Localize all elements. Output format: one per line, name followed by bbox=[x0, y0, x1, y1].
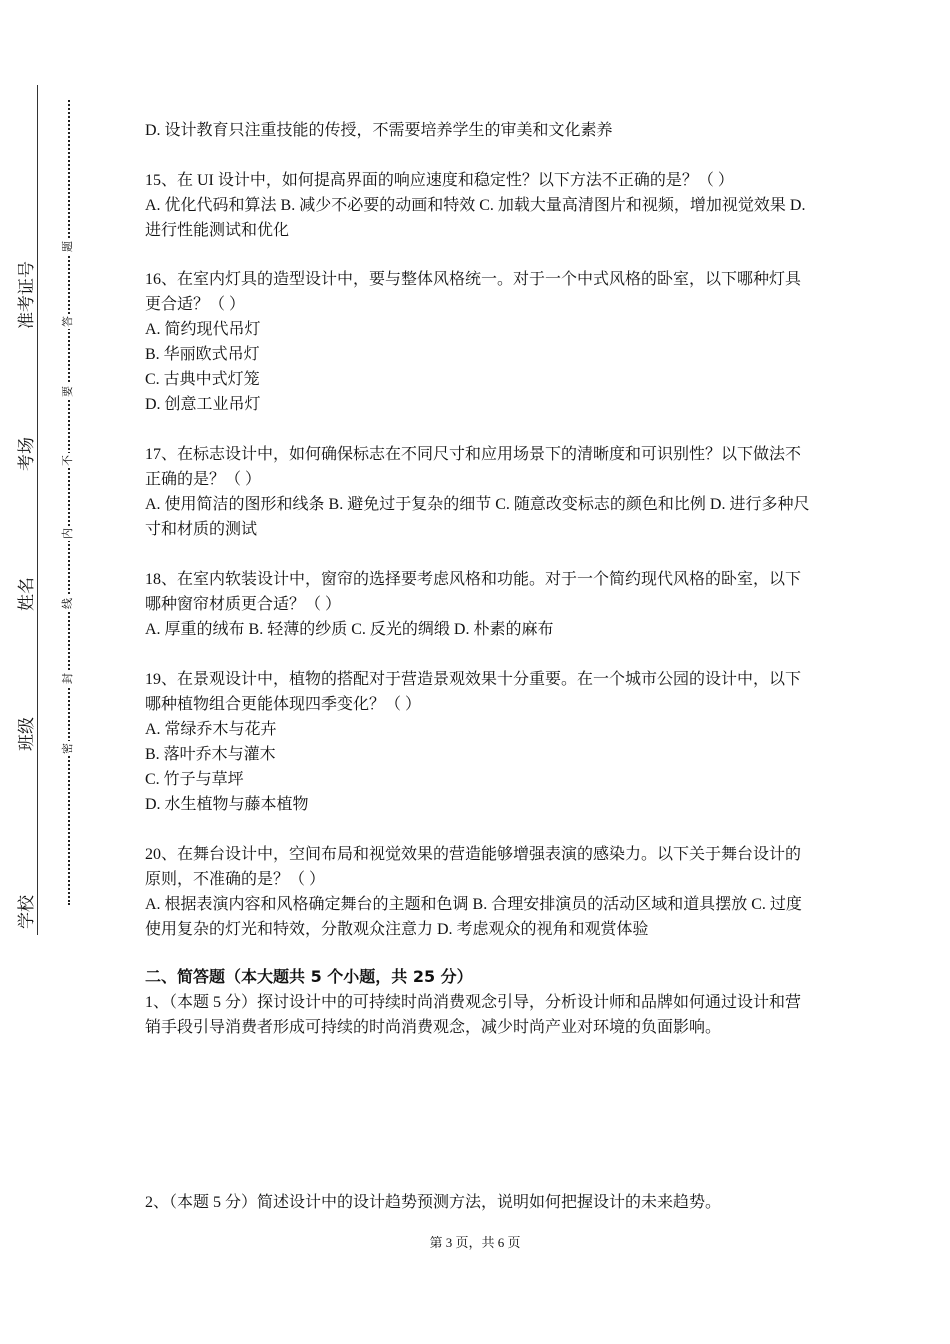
seal-char: 内 bbox=[61, 528, 74, 539]
question-20 bbox=[145, 842, 813, 942]
exam-id-label: 准考证号 bbox=[17, 261, 37, 329]
question-options: A. 厚重的绒布 B. 轻薄的纱质 C. 反光的绸缎 D. 朴素的麻布 bbox=[145, 621, 554, 638]
seal-char: 不 bbox=[61, 455, 74, 466]
question-15 bbox=[145, 168, 813, 243]
question-stem: 20、在舞台设计中，空间布局和视觉效果的营造能够增强表演的感染力。以下关于舞台设计的原则，不准确的是？（ ） bbox=[145, 846, 802, 888]
seal-char: 线 bbox=[61, 598, 74, 609]
exam-room-label: 考场 bbox=[17, 437, 37, 471]
option: D. 创意工业吊灯 bbox=[145, 396, 261, 413]
question-16 bbox=[145, 267, 813, 417]
option: A. 常绿乔木与花卉 bbox=[145, 721, 277, 738]
seal-char: 答 bbox=[61, 316, 74, 327]
short-answer-1: 1、（本题 5 分）探讨设计中的可持续时尚消费观念引导，分析设计师和品牌如何通过设计和营销手段引导消费者形成可持续的时尚消费观念，减少时尚产业对环境的负面影响。 bbox=[145, 994, 802, 1036]
seal-char: 要 bbox=[61, 386, 74, 397]
question-stem: 17、在标志设计中，如何确保标志在不同尺寸和应用场景下的清晰度和可识别性？以下做法不正确的是？（ ） bbox=[145, 446, 802, 488]
seal-char: 题 bbox=[61, 241, 74, 252]
q14-option-d: D. 设计教育只注重技能的传授，不需要培养学生的审美和文化素养 bbox=[145, 122, 613, 139]
fill-line bbox=[37, 85, 38, 935]
question-17 bbox=[145, 442, 813, 542]
option: D. 水生植物与藤本植物 bbox=[145, 796, 309, 813]
seal-dotted-line bbox=[68, 100, 70, 905]
question-options: A. 根据表演内容和风格确定舞台的主题和色调 B. 合理安排演员的活动区域和道具摆放 C. 过度使用复杂的灯光和特效，分散观众注意力 D. 考虑观众的视角和观赏体验 bbox=[145, 896, 802, 938]
seal-char: 密 bbox=[61, 743, 74, 754]
option: A. 简约现代吊灯 bbox=[145, 321, 261, 338]
question-19 bbox=[145, 667, 813, 817]
option: C. 古典中式灯笼 bbox=[145, 371, 260, 388]
question-stem: 19、在景观设计中，植物的搭配对于营造景观效果十分重要。在一个城市公园的设计中，以下哪种植物组合更能体现四季变化？（ ） bbox=[145, 671, 802, 713]
option: B. 华丽欧式吊灯 bbox=[145, 346, 260, 363]
seal-char: 封 bbox=[61, 673, 74, 684]
question-stem: 18、在室内软装设计中，窗帘的选择要考虑风格和功能。对于一个简约现代风格的卧室，以下哪种窗帘材质更合适？（ ） bbox=[145, 571, 802, 613]
short-answer-2: 2、（本题 5 分）简述设计中的设计趋势预测方法，说明如何把握设计的未来趋势。 bbox=[145, 1194, 722, 1211]
question-stem: 16、在室内灯具的造型设计中，要与整体风格统一。对于一个中式风格的卧室，以下哪种灯具更合适？（ ） bbox=[145, 271, 802, 313]
question-options: A. 优化代码和算法 B. 减少不必要的动画和特效 C. 加载大量高清图片和视频，增加视觉效果 D. 进行性能测试和优化 bbox=[145, 197, 806, 239]
option: B. 落叶乔木与灌木 bbox=[145, 746, 276, 763]
question-18 bbox=[145, 567, 813, 642]
school-label: 学校 bbox=[17, 895, 37, 929]
section-title: 二、简答题（本大题共 5 个小题，共 25 分） bbox=[145, 967, 473, 986]
class-label: 班级 bbox=[17, 717, 37, 751]
page-number: 第 3 页，共 6 页 bbox=[429, 1235, 521, 1250]
question-options: A. 使用简洁的图形和线条 B. 避免过于复杂的细节 C. 随意改变标志的颜色和比例 D. 进行多种尺寸和材质的测试 bbox=[145, 496, 810, 538]
question-stem: 15、在 UI 设计中，如何提高界面的响应速度和稳定性？以下方法不正确的是？（ ） bbox=[145, 172, 734, 189]
binding-margin bbox=[17, 75, 90, 935]
option: C. 竹子与草坪 bbox=[145, 771, 244, 788]
name-label: 姓名 bbox=[17, 577, 37, 611]
